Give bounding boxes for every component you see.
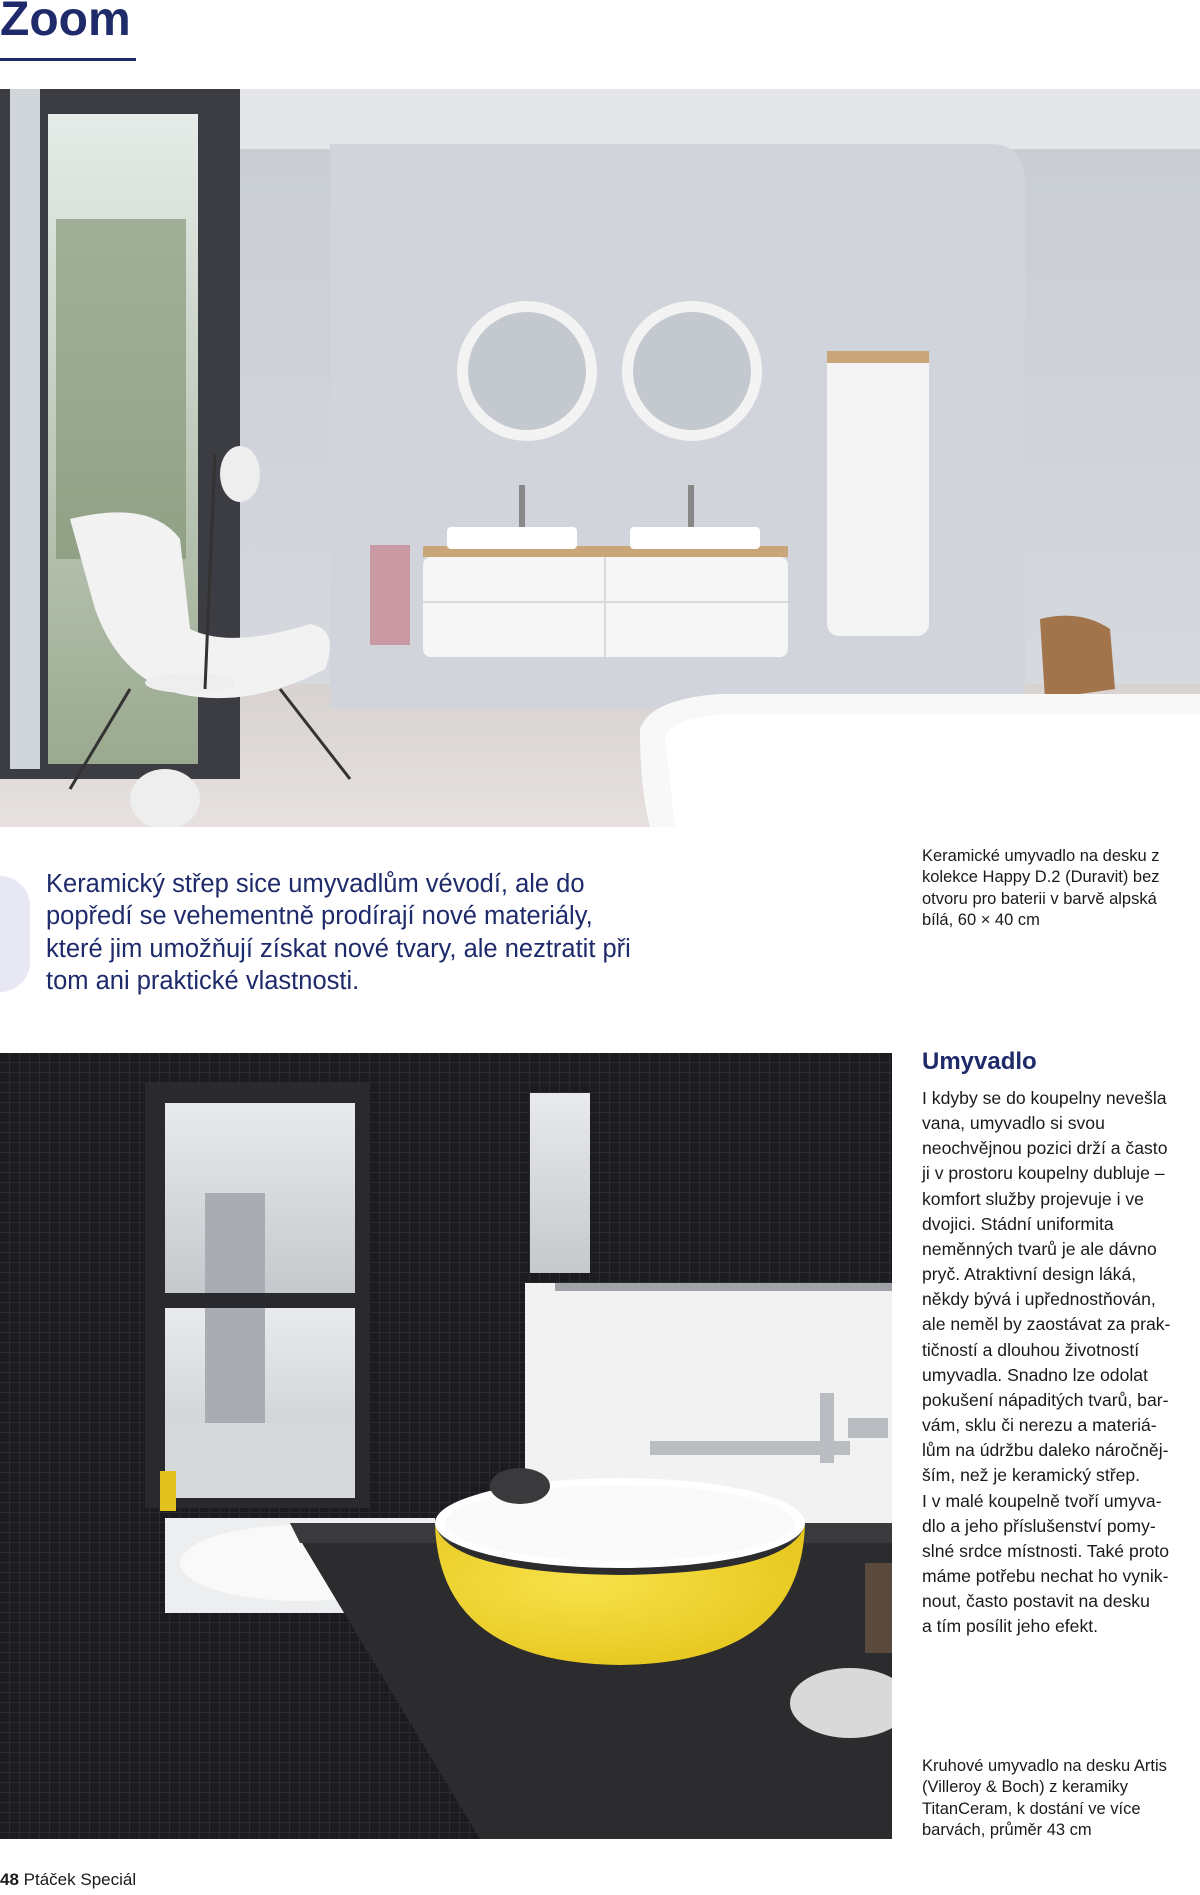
article-line: ji v prostoru koupelny dubluje – bbox=[922, 1163, 1165, 1184]
article-line: I v malé koupelně tvoří umyva- bbox=[922, 1490, 1162, 1511]
photo-duravit-bathroom bbox=[0, 89, 1200, 827]
article-line: umyvadla. Snadno lze odolat bbox=[922, 1364, 1148, 1385]
article-line: a tím posílit jeho efekt. bbox=[922, 1616, 1099, 1637]
article-line: pryč. Atraktivní design láká, bbox=[922, 1264, 1137, 1285]
page-footer bbox=[0, 1870, 136, 1890]
article-line: tičností a dlouhou životností bbox=[922, 1339, 1140, 1360]
article-line: slné srdce místnosti. Také proto bbox=[922, 1540, 1170, 1561]
article-line: dvojici. Stádní uniformita bbox=[922, 1213, 1114, 1234]
article-body bbox=[922, 1086, 1200, 1639]
pullquote: Keramický střep sice umyvadlům vévodí, ale do popředí se vehementně prodírají nové materiály, které jim umožňují získat nové tvary, ale neztratit při tom ani praktické vlastnosti. bbox=[46, 870, 631, 996]
article-line: neochvějnou pozici drží a často bbox=[922, 1138, 1168, 1159]
article-line: dlo a jeho příslušenství pomy- bbox=[922, 1515, 1156, 1536]
article-line: pokušení nápaditých tvarů, bar- bbox=[922, 1389, 1169, 1410]
caption-bottom-photo: Kruhové umyvadlo na desku Artis (Villeroy & Boch) z keramiky TitanCeram, k dostání ve více barvách, průměr 43 cm bbox=[922, 1757, 1167, 1840]
article-line: nout, často postavit na desku bbox=[922, 1591, 1150, 1612]
article-line: ale neměl by zaostávat za prak- bbox=[922, 1314, 1171, 1335]
article-line: vám, sklu či nerezu a materiá- bbox=[922, 1415, 1157, 1436]
article-line: neměnných tvarů je ale dávno bbox=[922, 1238, 1157, 1259]
article-line: vana, umyvadlo si svou bbox=[922, 1113, 1105, 1134]
photo-artis-washbasin bbox=[0, 1053, 892, 1839]
article-heading: Umyvadlo bbox=[922, 1048, 1037, 1075]
page-number: 48 bbox=[0, 1870, 19, 1889]
publication-name: Ptáček Speciál bbox=[23, 1870, 137, 1889]
article-line: komfort služby projevuje i ve bbox=[922, 1188, 1144, 1209]
title-underline bbox=[0, 58, 136, 61]
article-line: ším, než je keramický střep. bbox=[922, 1465, 1141, 1486]
caption-top-photo: Keramické umyvadlo na desku z kolekce Happy D.2 (Duravit) bez otvoru pro baterii v barvě alpská bílá, 60 × 40 cm bbox=[922, 847, 1160, 930]
article-line: někdy bývá i upřednostňován, bbox=[922, 1289, 1156, 1310]
article-line: máme potřebu nechat ho vynik- bbox=[922, 1565, 1169, 1586]
pullquote-accent bbox=[0, 876, 30, 992]
article-line: lům na údržbu daleko náročněj- bbox=[922, 1440, 1169, 1461]
article-line: I kdyby se do koupelny nevešla bbox=[922, 1088, 1167, 1108]
section-title: Zoom bbox=[0, 0, 131, 46]
